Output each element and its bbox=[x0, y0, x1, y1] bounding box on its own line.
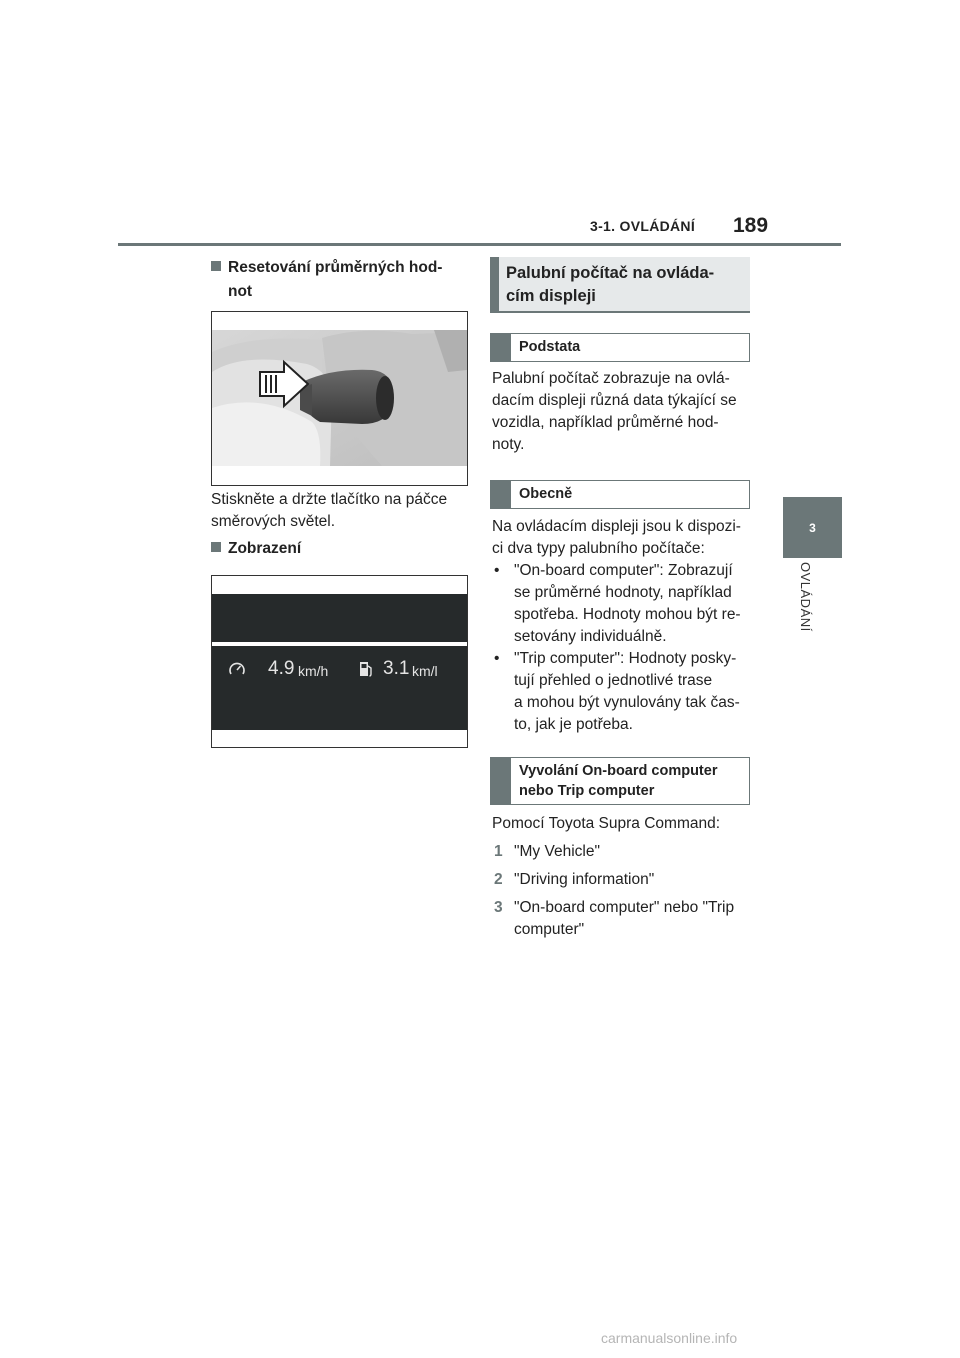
main-heading bbox=[506, 262, 742, 308]
text-line: Na ovládacím displeji jsou k dispozi- bbox=[492, 518, 741, 535]
heading-line: not bbox=[228, 283, 253, 300]
heading-line: Palubní počítač na ovláda- bbox=[506, 264, 715, 282]
chapter-number: 3 bbox=[809, 520, 816, 535]
heading-line: cím displeji bbox=[506, 287, 596, 305]
subheading-accent-bar bbox=[490, 757, 511, 805]
lever-button-illustration bbox=[211, 311, 468, 486]
step-number: 3 bbox=[494, 899, 503, 916]
step-item bbox=[492, 897, 757, 941]
text-line: "My Vehicle" bbox=[514, 843, 600, 860]
speed-unit: km/h bbox=[298, 663, 329, 679]
consumption-unit: km/l bbox=[412, 663, 438, 679]
subheading-box-vyvolani bbox=[490, 757, 750, 805]
text-line: a mohou být vynulovány tak čas- bbox=[514, 694, 740, 711]
heading-accent-bar bbox=[490, 257, 499, 311]
watermark: carmanualsonline.info bbox=[601, 1330, 738, 1346]
chapter-label: OVLÁDÁNÍ bbox=[798, 562, 813, 632]
text-line: Palubní počítač zobrazuje na ovlá- bbox=[492, 370, 730, 387]
step-item bbox=[492, 841, 757, 863]
header-rule bbox=[118, 243, 841, 246]
consumption-value: 3.1 bbox=[383, 658, 410, 679]
list-item bbox=[492, 648, 757, 736]
text-line: spotřeba. Hodnoty mohou být re- bbox=[514, 606, 741, 623]
display-top-band bbox=[212, 594, 467, 642]
step-number: 1 bbox=[494, 843, 503, 860]
text-line: setovány individuálně. bbox=[514, 628, 667, 645]
speed-value: 4.9 bbox=[268, 658, 295, 679]
subheading-vyvolani bbox=[519, 761, 743, 801]
heading-reset-averages bbox=[211, 256, 461, 304]
computer-types-list bbox=[492, 560, 757, 736]
paragraph-podstata bbox=[492, 368, 757, 456]
page-number: 189 bbox=[733, 214, 769, 237]
text-line: "Driving information" bbox=[514, 871, 655, 888]
chapter-tab bbox=[783, 497, 842, 558]
text-line: se průměrné hodnoty, například bbox=[514, 584, 732, 601]
step-item bbox=[492, 869, 757, 891]
text-line: Pomocí Toyota Supra Command: bbox=[492, 815, 721, 832]
fuel-pump-icon bbox=[358, 660, 374, 678]
display-illustration bbox=[211, 575, 468, 748]
text-line: vozidla, například průměrné hod- bbox=[492, 414, 719, 431]
display-main-band bbox=[212, 646, 467, 730]
text-line: • "Trip computer": Hodnoty posky- bbox=[514, 650, 737, 667]
list-item bbox=[492, 560, 757, 648]
heading-line: Vyvolání On-board computer bbox=[519, 763, 718, 779]
text-line: • "On-board computer": Zobrazují bbox=[514, 562, 733, 579]
subheading-box-obecne bbox=[490, 480, 750, 509]
reset-instruction bbox=[211, 489, 471, 533]
paragraph-obecne bbox=[492, 516, 757, 736]
subheading-accent-bar bbox=[490, 333, 511, 362]
text-line: směrových světel. bbox=[211, 513, 336, 530]
text-line: ci dva typy palubního počítače: bbox=[492, 540, 705, 557]
subheading-box-podstata bbox=[490, 333, 750, 362]
section-title: 3-1. OVLÁDÁNÍ bbox=[590, 218, 696, 234]
lever-illustration-svg bbox=[212, 312, 467, 485]
text-line: dacím displeji různá data týkající se bbox=[492, 392, 737, 409]
text-line: Stiskněte a držte tlačítko na páčce bbox=[211, 491, 448, 508]
speedometer-icon bbox=[228, 661, 246, 677]
subheading-obecne: Obecně bbox=[519, 486, 573, 502]
main-heading-box bbox=[490, 257, 750, 313]
heading-display bbox=[211, 537, 301, 561]
text-line: to, jak je potřeba. bbox=[514, 716, 633, 733]
text-line: tují přehled o jednotlivé trase bbox=[514, 672, 713, 689]
text-line: "On-board computer" nebo "Trip bbox=[514, 899, 735, 916]
subheading-podstata: Podstata bbox=[519, 339, 581, 355]
heading-line: nebo Trip computer bbox=[519, 783, 655, 799]
square-bullet-icon bbox=[211, 261, 221, 271]
heading-line: Zobrazení bbox=[228, 540, 302, 557]
paragraph-vyvolani bbox=[492, 813, 757, 941]
heading-line: Resetování průměrných hod- bbox=[228, 259, 443, 276]
square-bullet-icon bbox=[211, 542, 221, 552]
text-line: computer" bbox=[514, 921, 585, 938]
text-line: noty. bbox=[492, 436, 525, 453]
subheading-accent-bar bbox=[490, 480, 511, 509]
step-number: 2 bbox=[494, 871, 503, 888]
